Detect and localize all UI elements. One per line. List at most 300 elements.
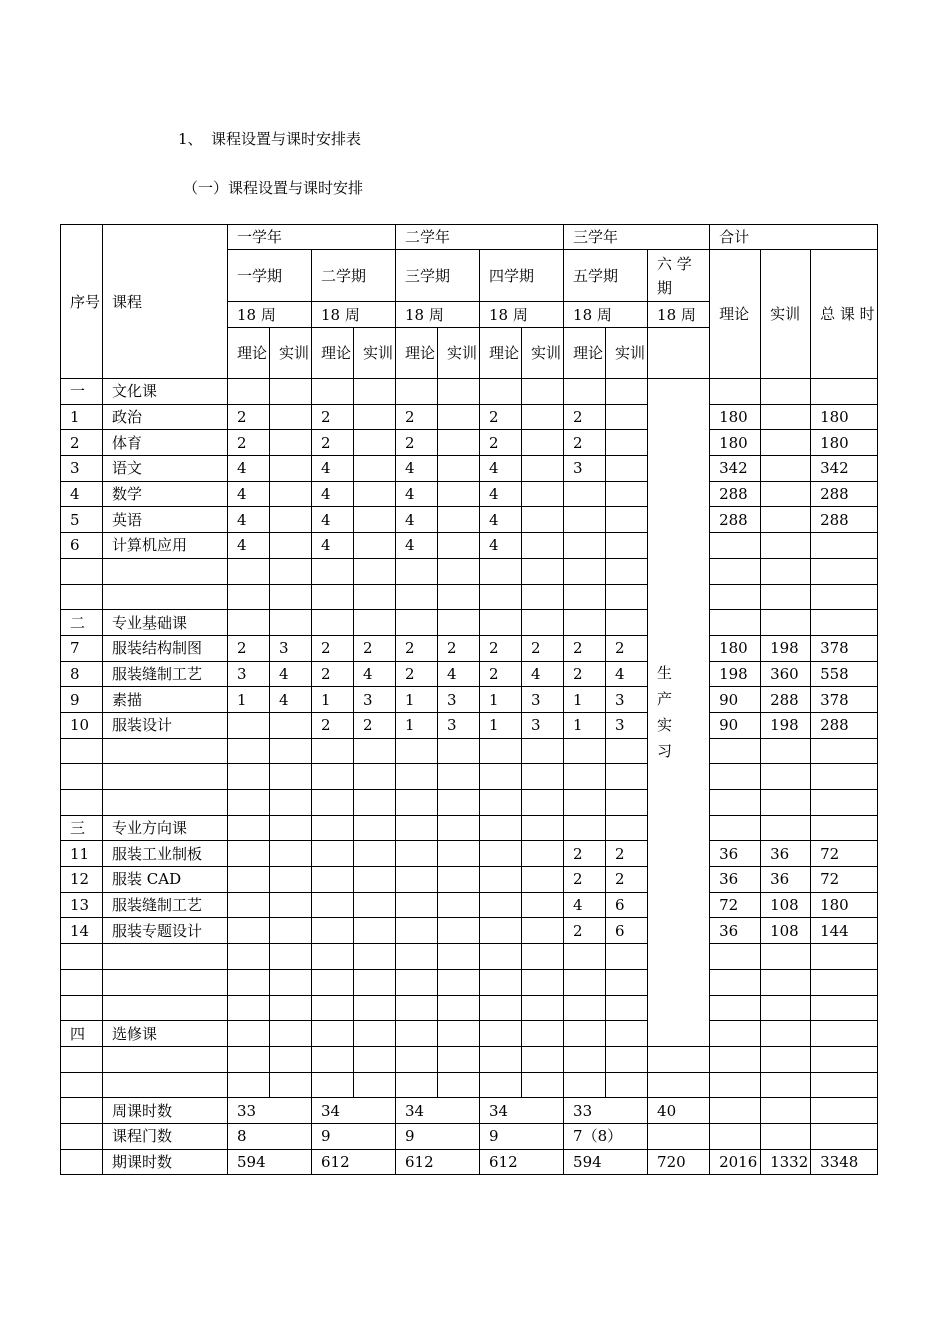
course-name-cell: 语文 — [103, 456, 228, 482]
hours-cell — [710, 533, 761, 559]
hours-cell: 1 — [228, 687, 270, 713]
hours-cell — [710, 558, 761, 584]
table-row — [61, 841, 878, 867]
hours-cell — [710, 944, 761, 970]
hours-cell — [270, 430, 312, 456]
hours-cell: 6 — [606, 892, 648, 918]
hours-cell — [354, 610, 396, 636]
hours-cell: 36 — [710, 918, 761, 944]
hours-cell — [761, 815, 811, 841]
hours-cell — [438, 867, 480, 893]
header-seq: 序号 — [61, 225, 103, 379]
hours-cell — [228, 944, 270, 970]
summary-total-theory: 2016 — [710, 1149, 761, 1175]
seq-cell: 三 — [61, 815, 103, 841]
hours-cell: 6 — [606, 918, 648, 944]
hours-cell: 180 — [811, 404, 878, 430]
hours-cell: 2 — [564, 918, 606, 944]
summary-semester-value: 9 — [312, 1123, 396, 1149]
summary-total-theory — [710, 1123, 761, 1149]
hours-cell: 342 — [710, 456, 761, 482]
hours-cell: 2 — [396, 404, 438, 430]
hours-cell — [564, 944, 606, 970]
hours-cell: 4 — [396, 507, 438, 533]
hours-cell — [438, 404, 480, 430]
hours-cell — [270, 712, 312, 738]
hours-cell — [438, 1021, 480, 1047]
hours-cell: 198 — [710, 661, 761, 687]
hours-cell — [564, 738, 606, 764]
summary-semester-value: 9 — [396, 1123, 480, 1149]
hours-cell — [564, 558, 606, 584]
empty-cell — [564, 1046, 606, 1072]
hours-cell — [228, 1021, 270, 1047]
hours-cell: 2 — [564, 635, 606, 661]
hours-cell — [710, 610, 761, 636]
hours-cell — [761, 738, 811, 764]
hours-cell — [811, 969, 878, 995]
course-name-cell: 素描 — [103, 687, 228, 713]
table-row — [61, 558, 878, 584]
hours-cell — [710, 584, 761, 610]
table-row — [61, 533, 878, 559]
empty-cell — [480, 1046, 522, 1072]
hours-cell: 2 — [396, 661, 438, 687]
hours-cell: 2 — [312, 404, 354, 430]
hours-cell — [438, 995, 480, 1021]
hours-cell: 36 — [710, 841, 761, 867]
seq-cell: 四 — [61, 1021, 103, 1047]
hours-cell — [522, 944, 564, 970]
hours-cell — [438, 379, 480, 405]
header-total: 合计 — [710, 225, 878, 250]
hours-cell — [354, 738, 396, 764]
hours-cell — [761, 404, 811, 430]
summary-label: 期课时数 — [103, 1149, 228, 1175]
hours-cell: 4 — [396, 456, 438, 482]
hours-cell — [710, 1021, 761, 1047]
hours-cell — [270, 815, 312, 841]
course-name-cell — [103, 764, 228, 790]
hours-cell — [761, 584, 811, 610]
summary-total-hours — [811, 1098, 878, 1124]
hours-cell — [606, 456, 648, 482]
hours-cell — [480, 738, 522, 764]
table-row — [61, 738, 878, 764]
empty-cell — [228, 1046, 270, 1072]
hours-cell — [354, 969, 396, 995]
hours-cell: 2 — [480, 661, 522, 687]
hours-cell — [522, 379, 564, 405]
header-weeks-5: 18 周 — [564, 302, 648, 328]
hours-cell — [480, 944, 522, 970]
empty-cell — [761, 1046, 811, 1072]
seq-cell: 9 — [61, 687, 103, 713]
empty-cell — [61, 1046, 103, 1072]
hours-cell: 3 — [438, 687, 480, 713]
hours-cell — [270, 969, 312, 995]
summary-total-practice — [761, 1098, 811, 1124]
hours-cell: 72 — [811, 867, 878, 893]
hours-cell — [480, 584, 522, 610]
empty-cell — [648, 1072, 710, 1098]
hours-cell — [354, 815, 396, 841]
hours-cell: 4 — [480, 456, 522, 482]
hours-cell — [270, 867, 312, 893]
hours-cell: 2 — [522, 635, 564, 661]
hours-cell — [522, 404, 564, 430]
hours-cell — [354, 533, 396, 559]
sixth-semester-cell — [648, 379, 710, 1047]
hours-cell — [354, 944, 396, 970]
hours-cell — [761, 430, 811, 456]
hours-cell: 288 — [811, 507, 878, 533]
hours-cell: 1 — [564, 712, 606, 738]
course-name-cell: 文化课 — [103, 379, 228, 405]
hours-cell: 90 — [710, 712, 761, 738]
header-practice: 实训 — [438, 328, 480, 379]
hours-cell — [228, 790, 270, 816]
hours-cell: 3 — [438, 712, 480, 738]
hours-cell — [761, 969, 811, 995]
hours-cell: 2 — [312, 661, 354, 687]
table-row — [61, 995, 878, 1021]
empty-cell — [396, 1072, 438, 1098]
course-name-cell — [103, 995, 228, 1021]
hours-cell: 4 — [312, 533, 354, 559]
table-row — [61, 610, 878, 636]
hours-cell — [564, 584, 606, 610]
table-row — [61, 1021, 878, 1047]
seq-cell: 二 — [61, 610, 103, 636]
hours-cell — [480, 969, 522, 995]
hours-cell — [761, 995, 811, 1021]
hours-cell — [438, 481, 480, 507]
seq-cell: 一 — [61, 379, 103, 405]
summary-semester-value: 612 — [396, 1149, 480, 1175]
hours-cell — [312, 379, 354, 405]
course-name-cell: 计算机应用 — [103, 533, 228, 559]
hours-cell — [396, 610, 438, 636]
summary-row — [61, 1149, 878, 1175]
summary-semester-value: 7（8） — [564, 1123, 648, 1149]
table-row — [61, 1072, 878, 1098]
seq-cell: 7 — [61, 635, 103, 661]
hours-cell — [312, 969, 354, 995]
table-row — [61, 507, 878, 533]
hours-cell: 4 — [396, 481, 438, 507]
empty-cell — [61, 1072, 103, 1098]
hours-cell: 2 — [312, 635, 354, 661]
hours-cell: 4 — [480, 507, 522, 533]
hours-cell — [354, 1021, 396, 1047]
hours-cell — [228, 892, 270, 918]
hours-cell — [480, 892, 522, 918]
hours-cell — [564, 1021, 606, 1047]
course-name-cell: 选修课 — [103, 1021, 228, 1047]
hours-cell — [480, 918, 522, 944]
hours-cell: 198 — [761, 712, 811, 738]
hours-cell: 2 — [228, 404, 270, 430]
hours-cell: 2 — [312, 712, 354, 738]
header-semester-6: 六 学 期 — [648, 250, 710, 302]
hours-cell — [522, 969, 564, 995]
empty-cell — [606, 1072, 648, 1098]
hours-cell — [438, 533, 480, 559]
summary-semester-value: 720 — [648, 1149, 710, 1175]
hours-cell — [396, 841, 438, 867]
hours-cell — [396, 867, 438, 893]
summary-semester-value: 34 — [312, 1098, 396, 1124]
hours-cell — [354, 918, 396, 944]
header-practice: 实训 — [522, 328, 564, 379]
hours-cell: 2 — [312, 430, 354, 456]
hours-cell — [811, 1021, 878, 1047]
hours-cell: 180 — [710, 635, 761, 661]
hours-cell — [438, 456, 480, 482]
table-row — [61, 481, 878, 507]
seq-cell: 13 — [61, 892, 103, 918]
summary-label: 周课时数 — [103, 1098, 228, 1124]
hours-cell — [354, 841, 396, 867]
hours-cell: 180 — [710, 430, 761, 456]
hours-cell — [228, 738, 270, 764]
hours-cell — [811, 558, 878, 584]
hours-cell — [606, 790, 648, 816]
hours-cell — [270, 944, 312, 970]
hours-cell — [480, 379, 522, 405]
hours-cell — [761, 790, 811, 816]
hours-cell: 558 — [811, 661, 878, 687]
hours-cell: 1 — [480, 687, 522, 713]
table-row — [61, 456, 878, 482]
table-row — [61, 815, 878, 841]
hours-cell — [228, 918, 270, 944]
hours-cell — [438, 584, 480, 610]
course-name-cell: 服装设计 — [103, 712, 228, 738]
empty-cell — [312, 1072, 354, 1098]
hours-cell — [270, 533, 312, 559]
hours-cell — [761, 944, 811, 970]
empty-cell — [103, 1072, 228, 1098]
hours-cell — [811, 610, 878, 636]
hours-cell — [228, 379, 270, 405]
summary-semester-value: 612 — [480, 1149, 564, 1175]
hours-cell — [522, 918, 564, 944]
summary-total-hours — [811, 1123, 878, 1149]
hours-cell — [480, 610, 522, 636]
section-heading — [178, 128, 361, 149]
empty-cell — [648, 1046, 710, 1072]
hours-cell: 4 — [396, 533, 438, 559]
hours-cell — [606, 1021, 648, 1047]
hours-cell — [270, 995, 312, 1021]
header-weeks-4: 18 周 — [480, 302, 564, 328]
hours-cell — [312, 1021, 354, 1047]
hours-cell — [312, 610, 354, 636]
table-row — [61, 1046, 878, 1072]
header-weeks-1: 18 周 — [228, 302, 312, 328]
hours-cell — [312, 944, 354, 970]
hours-cell: 90 — [710, 687, 761, 713]
hours-cell: 2 — [480, 404, 522, 430]
hours-cell — [312, 558, 354, 584]
hours-cell — [312, 892, 354, 918]
header-semester-4: 四学期 — [480, 250, 564, 302]
course-name-cell: 专业基础课 — [103, 610, 228, 636]
header-theory: 理论 — [564, 328, 606, 379]
hours-cell — [811, 379, 878, 405]
hours-cell — [522, 815, 564, 841]
seq-cell: 6 — [61, 533, 103, 559]
header-row-years — [61, 225, 878, 250]
hours-cell — [606, 584, 648, 610]
table-row — [61, 944, 878, 970]
hours-cell — [606, 610, 648, 636]
hours-cell — [811, 533, 878, 559]
hours-cell: 180 — [710, 404, 761, 430]
hours-cell — [270, 507, 312, 533]
hours-cell — [354, 404, 396, 430]
seq-cell: 5 — [61, 507, 103, 533]
hours-cell — [522, 764, 564, 790]
hours-cell — [312, 815, 354, 841]
hours-cell — [270, 738, 312, 764]
hours-cell — [270, 379, 312, 405]
header-weeks-2: 18 周 — [312, 302, 396, 328]
table-row — [61, 584, 878, 610]
hours-cell — [606, 995, 648, 1021]
hours-cell — [270, 764, 312, 790]
hours-cell: 288 — [710, 481, 761, 507]
hours-cell: 3 — [354, 687, 396, 713]
empty-cell — [354, 1072, 396, 1098]
empty-cell — [270, 1072, 312, 1098]
hours-cell — [761, 456, 811, 482]
hours-cell: 4 — [228, 533, 270, 559]
hours-cell — [396, 738, 438, 764]
empty-cell — [396, 1046, 438, 1072]
hours-cell: 2 — [564, 867, 606, 893]
hours-cell — [396, 892, 438, 918]
summary-seq-cell — [61, 1123, 103, 1149]
seq-cell — [61, 995, 103, 1021]
hours-cell: 72 — [710, 892, 761, 918]
summary-total-practice: 1332 — [761, 1149, 811, 1175]
hours-cell: 2 — [606, 867, 648, 893]
header-practice: 实训 — [606, 328, 648, 379]
course-name-cell: 数学 — [103, 481, 228, 507]
hours-cell: 2 — [354, 712, 396, 738]
summary-label: 课程门数 — [103, 1123, 228, 1149]
hours-cell: 36 — [710, 867, 761, 893]
hours-cell — [811, 764, 878, 790]
hours-cell: 4 — [438, 661, 480, 687]
hours-cell: 108 — [761, 892, 811, 918]
hours-cell — [522, 738, 564, 764]
hours-cell — [270, 610, 312, 636]
hours-cell — [480, 558, 522, 584]
hours-cell — [606, 430, 648, 456]
hours-cell — [564, 790, 606, 816]
course-name-cell: 服装工业制板 — [103, 841, 228, 867]
header-year-3: 三学年 — [564, 225, 710, 250]
empty-cell — [228, 1072, 270, 1098]
hours-cell — [228, 712, 270, 738]
section-title: 课程设置与课时安排表 — [211, 130, 362, 148]
hours-cell: 2 — [606, 841, 648, 867]
seq-cell: 2 — [61, 430, 103, 456]
hours-cell: 4 — [564, 892, 606, 918]
hours-cell — [270, 790, 312, 816]
hours-cell: 2 — [396, 635, 438, 661]
hours-cell — [396, 764, 438, 790]
empty-cell — [564, 1072, 606, 1098]
hours-cell — [710, 379, 761, 405]
hours-cell: 4 — [522, 661, 564, 687]
empty-cell — [438, 1046, 480, 1072]
hours-cell — [228, 867, 270, 893]
hours-cell: 4 — [228, 507, 270, 533]
hours-cell: 342 — [811, 456, 878, 482]
seq-cell: 14 — [61, 918, 103, 944]
empty-cell — [710, 1046, 761, 1072]
empty-cell — [811, 1072, 878, 1098]
hours-cell — [270, 481, 312, 507]
hours-cell — [438, 969, 480, 995]
hours-cell — [480, 1021, 522, 1047]
hours-cell — [522, 584, 564, 610]
hours-cell — [396, 1021, 438, 1047]
summary-total-theory — [710, 1098, 761, 1124]
hours-cell — [438, 558, 480, 584]
hours-cell — [270, 558, 312, 584]
hours-cell — [522, 892, 564, 918]
hours-cell — [312, 918, 354, 944]
course-name-cell — [103, 969, 228, 995]
hours-cell: 2 — [606, 635, 648, 661]
hours-cell: 1 — [396, 712, 438, 738]
hours-cell — [564, 764, 606, 790]
hours-cell — [396, 584, 438, 610]
hours-cell — [354, 507, 396, 533]
table-row — [61, 892, 878, 918]
seq-cell: 8 — [61, 661, 103, 687]
summary-semester-value: 33 — [564, 1098, 648, 1124]
hours-cell — [312, 738, 354, 764]
header-year-2: 二学年 — [396, 225, 564, 250]
hours-cell — [438, 764, 480, 790]
hours-cell — [811, 584, 878, 610]
table-row — [61, 687, 878, 713]
hours-cell — [710, 738, 761, 764]
course-name-cell: 服装专题设计 — [103, 918, 228, 944]
header-total-theory: 理论 — [710, 250, 761, 379]
hours-cell — [438, 892, 480, 918]
hours-cell: 180 — [811, 892, 878, 918]
hours-cell: 4 — [228, 456, 270, 482]
hours-cell: 2 — [228, 635, 270, 661]
hours-cell — [564, 379, 606, 405]
hours-cell — [438, 944, 480, 970]
empty-cell — [606, 1046, 648, 1072]
hours-cell — [228, 815, 270, 841]
hours-cell — [438, 841, 480, 867]
summary-semester-value: 33 — [228, 1098, 312, 1124]
hours-cell — [312, 867, 354, 893]
hours-cell — [606, 379, 648, 405]
seq-cell — [61, 738, 103, 764]
